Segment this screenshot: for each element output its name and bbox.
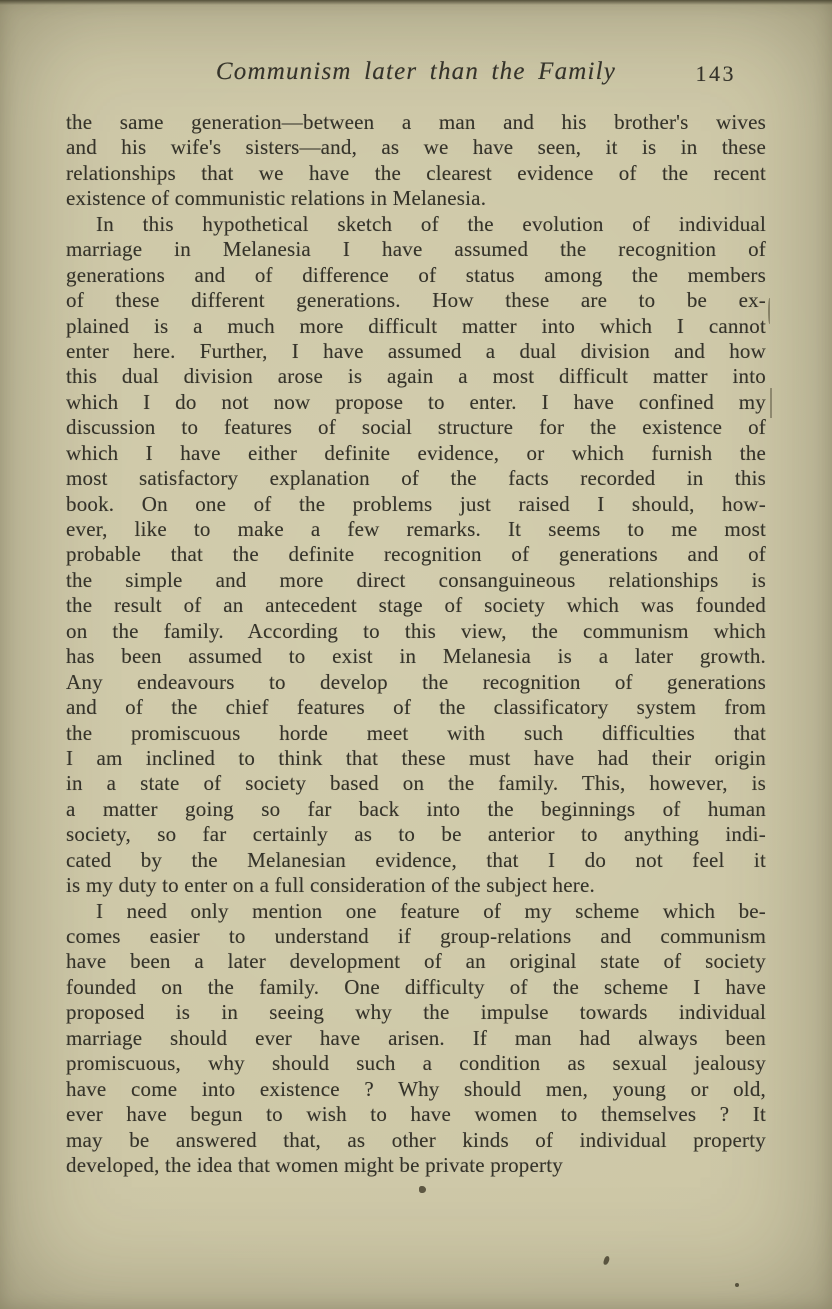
text-line: I am inclined to think that these must have had their origin — [66, 745, 766, 770]
ink-speck — [735, 1283, 739, 1287]
text-line: most satisfactory explanation of the facts recorded in this — [66, 466, 766, 491]
text-line: In this hypothetical sketch of the evolution of individual — [96, 211, 766, 236]
text-line: which I do not now propose to enter. I have confined my — [66, 389, 766, 414]
ink-speck — [419, 1186, 426, 1193]
text-line: Any endeavours to develop the recognition of generations — [66, 669, 766, 694]
text-line: have come into existence ? Why should men, young or old, — [66, 1076, 766, 1101]
text-line: existence of communistic relations in Melanesia. — [66, 186, 487, 211]
text-line: proposed is in seeing why the impulse towards individual — [66, 1000, 766, 1025]
text-line: book. On one of the problems just raised I should, how- — [66, 491, 766, 516]
paragraph — [66, 212, 766, 899]
running-header — [66, 58, 766, 96]
text-line: comes easier to understand if group-relations and communism — [66, 924, 766, 948]
paragraph — [66, 110, 766, 212]
text-line: I need only mention one feature of my scheme which be- — [96, 898, 766, 923]
text-line: discussion to features of social structure for the existence of — [66, 415, 766, 440]
text-line: ever have begun to wish to have women to themselves ? It — [66, 1102, 766, 1127]
text-line: of these different generations. How these are to be ex- — [66, 288, 766, 313]
text-line: on the family. According to this view, the communism which — [66, 618, 766, 643]
text-line: founded on the family. One difficulty of the scheme I have — [66, 974, 766, 999]
text-line: developed, the idea that women might be private property — [66, 1152, 563, 1177]
text-line: has been assumed to exist in Melanesia is a later growth. — [66, 644, 766, 669]
text-line: generations and of difference of status among the members — [66, 262, 766, 287]
text-line: and of the chief features of the classificatory system from — [66, 695, 766, 720]
text-line: promiscuous, why should such a condition as sexual jealousy — [66, 1051, 766, 1076]
text-line: the simple and more direct consanguineous relationships is — [66, 567, 766, 592]
text-line: this dual division arose is again a most difficult matter into — [66, 364, 766, 389]
text-line: society, so far certainly as to be anterior to anything indi- — [66, 822, 766, 847]
text-line: the promiscuous horde meet with such difficulties that — [66, 720, 766, 745]
scan-edge — [0, 0, 832, 5]
text-line: is my duty to enter on a full consideration of the subject here. — [66, 873, 595, 898]
text-line: the result of an antecedent stage of society which was founded — [66, 593, 766, 618]
text-line: marriage in Melanesia I have assumed the recognition of — [66, 237, 766, 262]
page-number: 143 — [695, 61, 736, 86]
text-line: may be answered that, as other kinds of individual property — [66, 1127, 766, 1152]
text-line: and his wife's sisters—and, as we have seen, it is in these — [66, 135, 766, 160]
page-title: Communism later than the Family — [215, 58, 617, 85]
margin-scan-artifact — [768, 298, 771, 324]
text-line: enter here. Further, I have assumed a dual division and how — [66, 338, 766, 363]
paragraph — [66, 899, 766, 1179]
text-line: plained is a much more difficult matter into which I cannot — [66, 313, 766, 338]
text-line: probable that the definite recognition of generations and of — [66, 542, 766, 567]
text-line: have been a later development of an original state of society — [66, 949, 766, 974]
ink-speck — [603, 1255, 611, 1265]
text-line: which I have either definite evidence, or which furnish the — [66, 440, 766, 465]
page-body — [66, 110, 766, 1178]
text-line: ever, like to make a few remarks. It seems to me most — [66, 517, 766, 541]
text-line: relationships that we have the clearest evidence of the recent — [66, 160, 766, 185]
text-line: in a state of society based on the family. This, however, is — [66, 771, 766, 796]
text-line: a matter going so far back into the beginnings of human — [66, 796, 766, 821]
margin-scan-artifact — [770, 388, 772, 418]
text-line: the same generation—between a man and his brother's wives — [66, 110, 766, 134]
text-line: marriage should ever have arisen. If man had always been — [66, 1025, 766, 1050]
text-line: cated by the Melanesian evidence, that I do not feel it — [66, 847, 766, 872]
